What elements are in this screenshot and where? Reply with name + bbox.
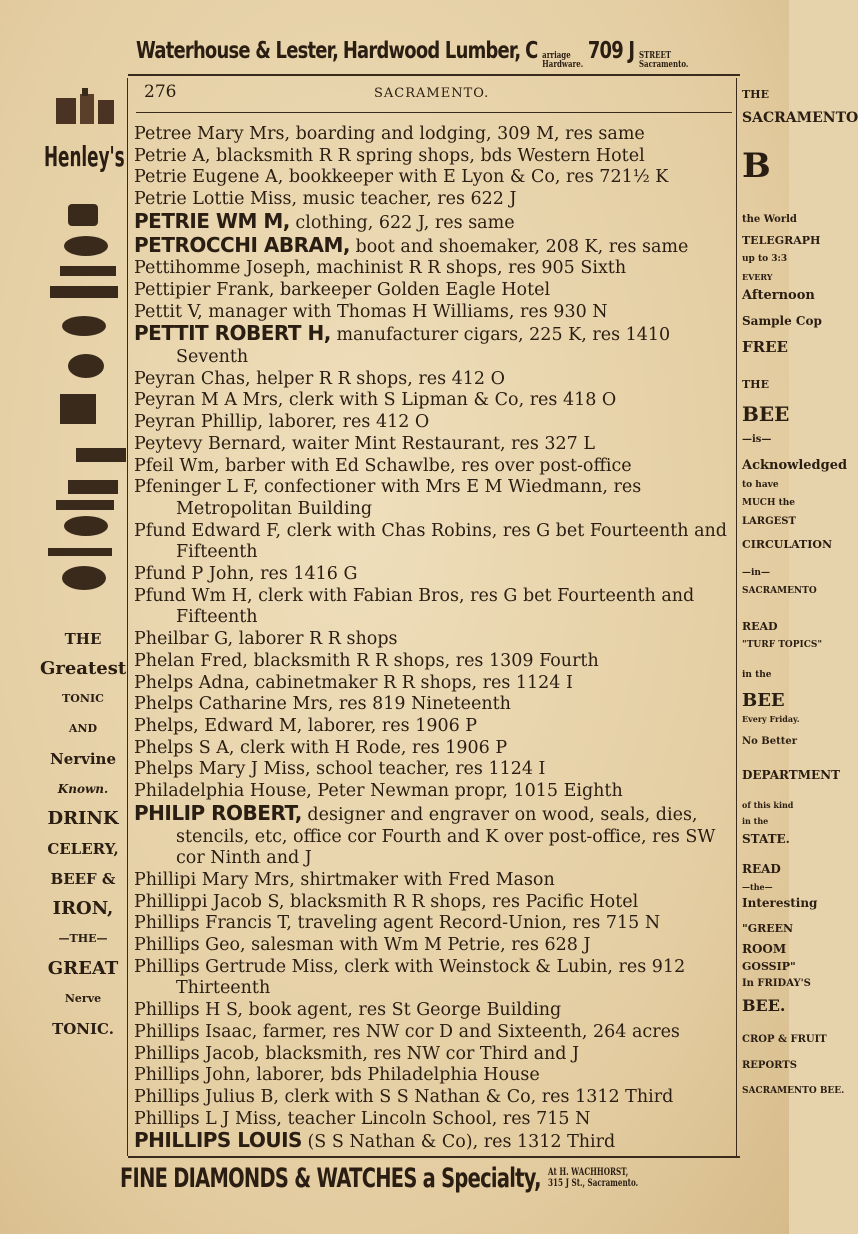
entry-text: Pettipier Frank, barkeeper Golden Eagle Hotel — [134, 279, 551, 300]
left-advertisement — [40, 84, 126, 1159]
entry-text: Phillips Francis T, traveling agent Record-Union, res 715 N — [134, 913, 661, 934]
right-ad-line: "TURF TOPICS" — [742, 640, 823, 650]
entry-text: Phelps Adna, cabinetmaker R R shops, res 1124 I — [134, 672, 573, 693]
directory-entry — [134, 781, 730, 803]
entry-text: Petrie Eugene A, bookkeeper with E Lyon & Co, res 721½ K — [134, 167, 669, 188]
directory-entry — [134, 189, 730, 211]
running-title: SACRAMENTO. — [374, 86, 490, 101]
right-ad-line: GOSSIP" — [742, 960, 796, 973]
right-ad-line: In FRIDAY'S — [742, 978, 811, 989]
directory-entry — [134, 477, 730, 520]
right-ad-line: to have — [742, 480, 779, 490]
right-ad-line: —is— — [742, 434, 772, 445]
entry-text: Phillips L J Miss, teacher Lincoln School, res 715 N — [134, 1108, 591, 1129]
entry-text: boot and shoemaker, 208 K, res same — [349, 236, 689, 257]
right-ad-line: in the — [742, 816, 769, 826]
directory-entry — [134, 167, 730, 189]
right-ad-line: Afternoon — [742, 288, 815, 303]
right-ad-line: BEE — [742, 402, 790, 426]
directory-entry — [134, 800, 730, 870]
left-ad-line: GREAT — [47, 958, 119, 979]
right-ad-line: in the — [742, 670, 772, 680]
ad-product: Hardwood Lumber, — [342, 38, 521, 64]
left-ad-line: Nerve — [64, 992, 102, 1005]
directory-entry — [134, 913, 730, 935]
right-ad-line: TELEGRAPH — [742, 234, 821, 247]
entry-bold-name: PETTIT ROBERT H, — [134, 321, 331, 346]
right-ad-line: THE — [742, 378, 769, 391]
right-ad-line: SACRAMENTO — [742, 586, 817, 596]
right-ad-line: BEE. — [742, 996, 786, 1015]
right-ad-line: THE — [742, 88, 769, 101]
directory-entry — [134, 280, 730, 302]
right-ad-line: CROP & FRUIT — [742, 1034, 827, 1045]
entry-text: Phelps Catharine Mrs, res 819 Nineteenth — [134, 694, 511, 715]
directory-entry — [134, 629, 730, 651]
top-advertisement — [136, 38, 689, 72]
ad-company: Waterhouse & Lester, — [136, 38, 339, 64]
entry-text: Phelan Fred, blacksmith R R shops, res 1309 Fourth — [134, 650, 599, 671]
right-ad-line: MUCH the — [742, 498, 796, 508]
directory-entry — [134, 434, 730, 456]
directory-entry — [134, 412, 730, 434]
entry-text: Phillips Jacob, blacksmith, res NW cor Third and J — [134, 1043, 580, 1064]
directory-entry — [134, 258, 730, 280]
header-rule — [136, 112, 732, 113]
right-ad-line: ROOM — [742, 942, 787, 956]
bottom-advertisement — [120, 1158, 638, 1198]
entry-bold-name: PHILLIPS LOUIS — [134, 1128, 302, 1153]
directory-entry — [134, 694, 730, 716]
top-rule — [128, 74, 740, 76]
right-ad-line: STATE. — [742, 832, 790, 846]
directory-entry — [134, 456, 730, 478]
right-ad-line: "GREEN — [742, 922, 794, 935]
right-ad-line: No Better — [742, 736, 797, 747]
directory-entry — [134, 759, 730, 781]
directory-entries — [134, 124, 730, 1154]
left-ad-line: AND — [68, 722, 98, 735]
bottles-illustration — [46, 204, 124, 604]
left-ad-line: TONIC — [62, 692, 104, 705]
entry-text: (S S Nathan & Co), res 1312 Third — [301, 1132, 616, 1153]
entry-text: Phillips Julius B, clerk with S S Nathan & Co, res 1312 Third — [134, 1086, 674, 1107]
right-ad-line: READ — [742, 620, 778, 633]
entry-bold-name: PETROCCHI ABRAM, — [134, 232, 350, 257]
ad-street: STREET Sacramento. — [638, 51, 689, 70]
page-number: 276 — [144, 82, 177, 102]
entry-text: Phillips H S, book agent, res St George Building — [134, 1000, 562, 1021]
left-divider — [127, 78, 128, 1156]
directory-entry — [134, 1087, 730, 1109]
right-ad-line: Acknowledged — [742, 458, 848, 473]
entry-text: Petree Mary Mrs, boarding and lodging, 309 M, res same — [134, 124, 645, 144]
left-ad-line: Greatest — [40, 658, 127, 679]
directory-entry — [134, 673, 730, 695]
entry-text: manufacturer cigars, 225 K, res 1410 Seventh — [176, 325, 671, 368]
entry-text: Pfeninger L F, confectioner with Mrs E M Wiedmann, res Metropolitan Building — [134, 477, 642, 519]
directory-entry — [134, 302, 730, 324]
right-ad-line: Interesting — [742, 896, 818, 910]
ad-letter: C — [525, 38, 538, 64]
entry-text: Phillipi Mary Mrs, shirtmaker with Fred Mason — [134, 869, 555, 890]
bottle-icon — [52, 88, 118, 128]
left-ad-line: DRINK — [47, 808, 119, 829]
left-ad-line: Nervine — [49, 750, 117, 768]
right-ad-line: DEPARTMENT — [742, 768, 841, 782]
directory-entry — [134, 1109, 730, 1131]
right-ad-line: up to 3:3 — [742, 254, 788, 264]
directory-entry — [134, 716, 730, 738]
left-ad-line: CELERY, — [47, 840, 119, 858]
henley-brand: Henley's — [44, 140, 125, 173]
entry-text: Phillippi Jacob S, blacksmith R R shops, res Pacific Hotel — [134, 891, 639, 912]
entry-text: Pfeil Wm, barber with Ed Schawlbe, res over post-office — [134, 455, 632, 476]
directory-entry — [134, 208, 730, 235]
ad-address: 709 J — [587, 38, 635, 64]
right-ad-line: —in— — [742, 568, 770, 578]
directory-entry — [134, 1000, 730, 1022]
entry-text: Pfund P John, res 1416 G — [134, 564, 358, 585]
directory-entry — [134, 323, 730, 368]
directory-entry — [134, 1022, 730, 1044]
entry-text: clothing, 622 J, res same — [289, 212, 515, 233]
directory-entry — [134, 146, 730, 168]
directory-entry — [134, 124, 730, 146]
entry-text: Pfund Edward F, clerk with Chas Robins, res G bet Fourteenth and Fifteenth — [134, 520, 727, 563]
entry-text: Phelps Mary J Miss, school teacher, res 1124 I — [134, 759, 546, 780]
directory-entry — [134, 892, 730, 914]
directory-entry — [134, 1044, 730, 1066]
entry-text: Pheilbar G, laborer R R shops — [134, 629, 398, 650]
directory-entry — [134, 651, 730, 673]
entry-text: Peytevy Bernard, waiter Mint Restaurant, res 327 L — [134, 433, 595, 454]
directory-entry — [134, 232, 730, 259]
right-ad-line: the World — [742, 214, 797, 225]
entry-text: Pettihomme Joseph, machinist R R shops, res 905 Sixth — [134, 258, 627, 279]
right-divider — [736, 78, 737, 1156]
entry-text: Phillips Geo, salesman with Wm M Petrie, res 628 J — [134, 935, 591, 956]
left-ad-line: —THE— — [58, 932, 108, 945]
right-ad-line: SACRAMENTO BEE. — [742, 1086, 845, 1096]
right-ad-line: FREE — [742, 338, 788, 356]
right-ad-line: Sample Cop — [742, 314, 822, 328]
left-ad-line: THE — [64, 630, 102, 648]
ad-carriage: arriage Hardware. — [542, 51, 584, 70]
right-ad-line: READ — [742, 862, 781, 876]
entry-bold-name: PHILIP ROBERT, — [134, 800, 302, 825]
entry-text: Peyran Phillip, laborer, res 412 O — [134, 412, 430, 433]
right-ad-line: —the— — [742, 882, 773, 892]
right-ad-line: REPORTS — [742, 1060, 797, 1071]
directory-entry — [134, 1130, 730, 1154]
directory-entry — [134, 390, 730, 412]
entry-text: Philadelphia House, Peter Newman propr, 1015 Eighth — [134, 781, 623, 802]
entry-text: Pettit V, manager with Thomas H Williams, res 930 N — [134, 301, 608, 322]
left-ad-line: TONIC. — [52, 1020, 114, 1038]
directory-entry — [134, 1065, 730, 1087]
directory-entry — [134, 521, 730, 564]
directory-entry — [134, 564, 730, 586]
entry-text: Peyran M A Mrs, clerk with S Lipman & Co, res 418 O — [134, 390, 617, 411]
right-ad-line: LARGEST — [742, 516, 796, 527]
right-advertisement — [738, 84, 858, 1164]
directory-entry — [134, 870, 730, 892]
entry-text: Phillips Isaac, farmer, res NW cor D and Sixteenth, 264 acres — [134, 1021, 680, 1042]
left-ad-line: Known. — [57, 782, 109, 796]
directory-entry — [134, 935, 730, 957]
right-ad-line: SACRAMENTO — [742, 110, 858, 126]
entry-text: Peyran Chas, helper R R shops, res 412 O — [134, 368, 505, 389]
right-ad-line: of this kind — [742, 800, 794, 810]
right-ad-line: Every Friday. — [742, 714, 800, 724]
entry-text: Phillips John, laborer, bds Philadelphia House — [134, 1065, 540, 1086]
left-ad-line: IRON, — [52, 898, 114, 919]
bottom-ad-main: FINE DIAMONDS & WATCHES a Specialty, — [120, 1162, 541, 1194]
right-ad-line: BEE — [742, 690, 785, 711]
entry-text: Phelps, Edward M, laborer, res 1906 P — [134, 715, 478, 736]
directory-entry — [134, 369, 730, 391]
right-ad-line: B — [742, 146, 771, 186]
bottom-ad-address: At H. WACHHORST, 315 J St., Sacramento. — [548, 1167, 639, 1189]
directory-entry — [134, 957, 730, 1000]
entry-bold-name: PETRIE WM M, — [134, 208, 290, 233]
left-ad-line: BEEF & — [50, 870, 116, 888]
entry-text: Phillips Gertrude Miss, clerk with Weinstock & Lubin, res 912 Thirteenth — [134, 956, 686, 999]
entry-text: designer and engraver on wood, seals, dies, stencils, etc, office cor Fourth and K over post-office, res SW cor Ninth and J — [176, 804, 716, 869]
directory-entry — [134, 738, 730, 760]
entry-text: Petrie Lottie Miss, music teacher, res 622 J — [134, 189, 517, 210]
entry-text: Petrie A, blacksmith R R spring shops, bds Western Hotel — [134, 145, 645, 166]
entry-text: Phelps S A, clerk with H Rode, res 1906 P — [134, 737, 508, 758]
left-ad-text — [40, 624, 126, 1044]
entry-text: Pfund Wm H, clerk with Fabian Bros, res G bet Fourteenth and Fifteenth — [134, 585, 695, 628]
right-ad-line: EVERY — [742, 272, 773, 282]
directory-entry — [134, 586, 730, 629]
right-ad-line: CIRCULATION — [742, 538, 833, 551]
